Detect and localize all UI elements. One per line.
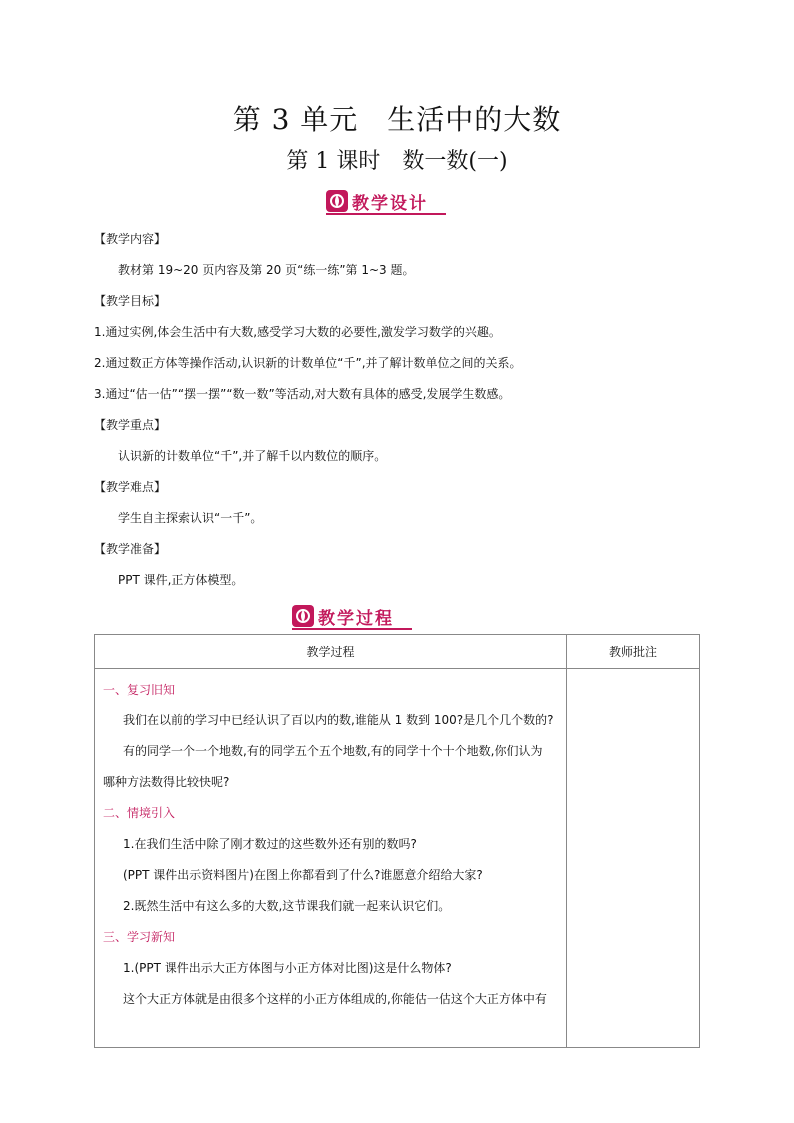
goal-item: 3.通过“估一估”“摆一摆”“数一数”等活动,对大数有具体的感受,发展学生数感。 xyxy=(94,387,511,401)
goals-heading: 【教学目标】 xyxy=(94,294,167,308)
prep-heading: 【教学准备】 xyxy=(94,542,167,556)
table-row xyxy=(95,669,700,1048)
teaching-process-badge xyxy=(292,604,412,630)
notes-column-header: 教师批注 xyxy=(567,635,700,669)
prep-text: PPT 课件,正方体模型。 xyxy=(118,573,244,587)
difficulty-heading: 【教学难点】 xyxy=(94,480,167,494)
section-heading: 一、复习旧知 xyxy=(103,683,176,697)
section-heading: 三、学习新知 xyxy=(103,930,176,944)
paragraph-line: (PPT 课件出示资料图片)在图上你都看到了什么?谁愿意介绍给大家? xyxy=(123,868,483,882)
teaching-process-label: 教学过程 xyxy=(318,608,394,629)
process-cell xyxy=(95,669,567,1048)
paragraph-line: 有的同学一个一个地数,有的同学五个五个地数,有的同学十个十个地数,你们认为 xyxy=(123,744,543,758)
paragraph-line: 1.在我们生活中除了刚才数过的这些数外还有别的数吗? xyxy=(123,837,417,851)
lesson-title: 第 1 课时 数一数(一) xyxy=(286,149,508,174)
teaching-design-label: 教学设计 xyxy=(352,193,428,214)
teaching-design-badge xyxy=(326,189,446,215)
paragraph-line: 2.既然生活中有这么多的大数,这节课我们就一起来认识它们。 xyxy=(123,899,451,913)
key-text: 认识新的计数单位“千”,并了解千以内数位的顺序。 xyxy=(118,449,387,463)
unit-title: 第 3 单元 生活中的大数 xyxy=(232,103,562,136)
goal-item: 1.通过实例,体会生活中有大数,感受学习大数的必要性,激发学习数学的兴趣。 xyxy=(94,325,501,339)
content-text: 教材第 19~20 页内容及第 20 页“练一练”第 1~3 题。 xyxy=(118,263,415,277)
goal-item: 2.通过数正方体等操作活动,认识新的计数单位“千”,并了解计数单位之间的关系。 xyxy=(94,356,522,370)
teacher-notes-cell xyxy=(567,669,700,1048)
paragraph-line: 1.(PPT 课件出示大正方体图与小正方体对比图)这是什么物体? xyxy=(123,961,452,975)
paragraph-line: 哪种方法数得比较快呢? xyxy=(103,775,230,789)
process-column-header: 教学过程 xyxy=(95,635,567,669)
content-heading: 【教学内容】 xyxy=(94,232,167,246)
paragraph-line: 我们在以前的学习中已经认识了百以内的数,谁能从 1 数到 100?是几个几个数的? xyxy=(123,713,554,727)
paragraph-line: 这个大正方体就是由很多个这样的小正方体组成的,你能估一估这个大正方体中有 xyxy=(123,992,547,1006)
section-heading: 二、情境引入 xyxy=(103,806,176,820)
table-header-row xyxy=(95,635,700,669)
flower-logo-icon xyxy=(292,605,314,627)
flower-logo-icon xyxy=(326,190,348,212)
key-heading: 【教学重点】 xyxy=(94,418,167,432)
difficulty-text: 学生自主探索认识“一千”。 xyxy=(118,511,263,525)
process-table xyxy=(94,634,700,1048)
